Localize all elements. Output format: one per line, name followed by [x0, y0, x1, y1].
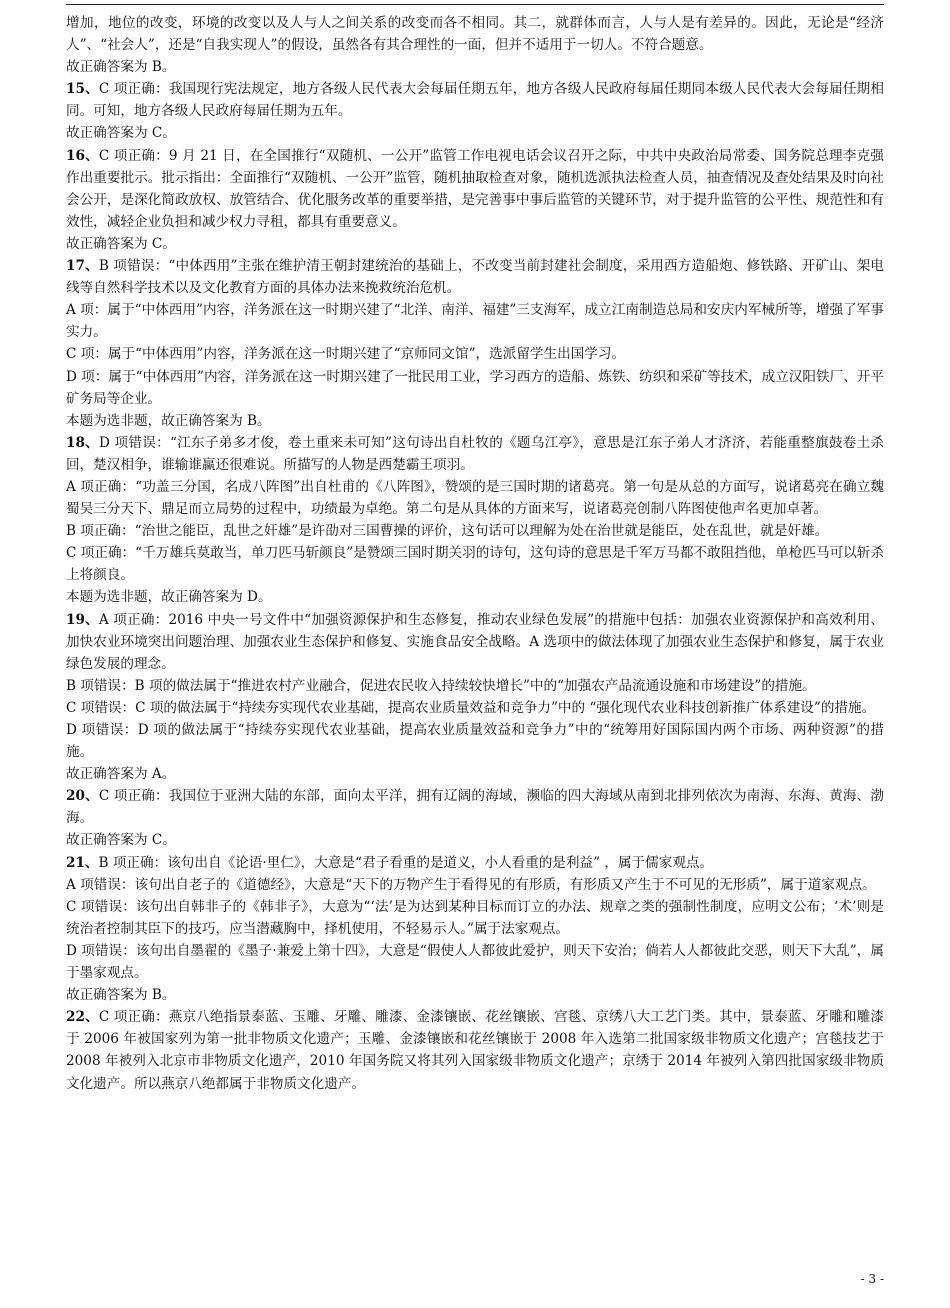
paragraph [66, 12, 884, 56]
paragraph [66, 763, 884, 785]
paragraph-text: 故正确答案为 A。 [66, 766, 176, 783]
paragraph [66, 1006, 884, 1094]
paragraph-text: 故正确答案为 C。 [66, 832, 176, 849]
paragraph [66, 343, 884, 365]
paragraph-text: 故正确答案为 C。 [66, 125, 176, 142]
paragraph [66, 697, 884, 719]
paragraph-text: D 项：属于“中体西用”内容，洋务派在这一时期兴建了一批民用工业，学习西方的造船、炼铁、纺织和采矿等技术，成立汉阳铁厂、开平矿务局等企业。 [66, 368, 884, 407]
paragraph-text: A 项正确：“功盖三分国，名成八阵图”出自杜甫的《八阵图》，赞颂的是三国时期的诸葛亮。第一句是从总的方面写，说诸葛亮在确立魏蜀吴三分天下、鼎足而立局势的过程中，功绩最为卓绝。第二句是从具体的方面来写，说诸葛亮创制八阵图使他声名更加卓著。 [66, 478, 884, 518]
question-number: 16、 [66, 147, 99, 164]
paragraph [66, 940, 884, 984]
paragraph [66, 476, 884, 520]
paragraph-text: B 项正确：“治世之能臣，乱世之奸雄”是许劭对三国曹操的评价，这句话可以理解为处在治世就是能臣，处在乱世，就是奸雄。 [66, 523, 829, 540]
paragraph-text: B 项错误：B 项的做法属于“推进农村产业融合，促进农民收入持续较快增长”中的“加强农产品流通设施和市场建设”的措施。 [66, 677, 816, 694]
paragraph-text: C 项正确：9 月 21 日，在全国推行“双随机、一公开”监管工作电视电话会议召开之际，中共中央政治局常委、国务院总理李克强作出重要批示。批示指出：全面推行“双随机、一公开”监管，随机抽取检查对象，随机选派执法检查人员，抽查情况及查处结果及时向社会公开，是深化简政放权、放管结合、优化服务改革的重要举措，是完善事中事后监管的关键环节，对于提升监管的公平性、规范性和有效性，减轻企业负担和减少权力寻租，都具有重要意义。 [66, 147, 884, 230]
paragraph-text: C 项：属于“中体西用”内容，洋务派在这一时期兴建了“京师同文馆”，选派留学生出国学习。 [66, 346, 626, 363]
paragraph [66, 145, 884, 233]
paragraph [66, 520, 884, 542]
paragraph [66, 984, 884, 1006]
paragraph-text: D 项错误：D 项的做法属于“持续夯实现代农业基础，提高农业质量效益和竞争力”中的“统筹用好国际国内两个市场、两种资源”的措施。 [66, 722, 884, 761]
paragraph-text: 本题为选非题，故正确答案为 B。 [66, 412, 271, 429]
paragraph [66, 609, 884, 675]
paragraph-text: 故正确答案为 B。 [66, 59, 176, 76]
paragraph-text: C 项正确：我国现行宪法规定，地方各级人民代表大会每届任期五年，地方各级人民政府每届任期同本级人民代表大会每届任期相同。可知，地方各级人民政府每届任期为五年。 [66, 81, 884, 120]
paragraph-text: 增加，地位的改变，环境的改变以及人与人之间关系的改变而各不相同。其二，就群体而言，人与人是有差异的。因此，无论是“经济人”、“社会人”，还是“自我实现人”的假设，虽然各有其合理性的一面，但并不适用于一切人。不符合题意。 [66, 15, 884, 54]
question-number: 19、 [66, 611, 99, 628]
paragraph [66, 785, 884, 829]
paragraph [66, 366, 884, 410]
paragraph-text: A 项错误：该句出自老子的《道德经》，大意是“天下的万物产生于看得见的有形质，有形质又产生于不可见的无形质”，属于道家观点。 [66, 876, 876, 893]
paragraph-text: B 项正确：该句出自《论语·里仁》，大意是“君子看重的是道义，小人看重的是利益” ，属于儒家观点。 [98, 854, 714, 871]
page-number: - 3 - [860, 1272, 884, 1286]
question-number: 20、 [66, 788, 99, 805]
paragraph [66, 432, 884, 476]
paragraph-text: C 项错误：该句出自韩非子的《韩非子》，大意为“‘法’是为达到某种目标而订立的办法、规章之类的强制性制度，应明文公布；‘术’则是统治者控制其臣下的技巧，应当潜藏胸中，择机使用，不轻易示人。”属于法家观点。 [66, 898, 884, 937]
paragraph-text: 故正确答案为 B。 [66, 987, 176, 1004]
paragraph-text: C 项错误：C 项的做法属于“持续夯实现代农业基础，提高农业质量效益和竞争力”中的 “强化现代农业科技创新推广体系建设”的措施。 [66, 699, 876, 716]
question-number: 17、 [66, 258, 99, 275]
paragraph-text: C 项正确：我国位于亚洲大陆的东部，面向太平洋，拥有辽阔的海域，濒临的四大海域从南到北排列依次为南海、东海、黄海、渤海。 [66, 788, 884, 827]
paragraph [66, 299, 884, 343]
paragraph-text: D 项错误：该句出自墨翟的《墨子·兼爱上第十四》，大意是“假使人人都彼此爱护，则天下安治；倘若人人都彼此交恶，则天下大乱”，属于墨家观点。 [66, 942, 884, 982]
paragraph [66, 255, 884, 299]
header-rule [66, 4, 884, 5]
paragraph [66, 874, 884, 896]
paragraph-text: C 项正确：“千万雄兵莫敢当，单刀匹马斩颜良”是赞颂三国时期关羽的诗句，这句诗的意思是千军万马都不敢阻挡他，单枪匹马可以斩杀上将颜良。 [66, 545, 884, 584]
paragraph [66, 122, 884, 144]
paragraph [66, 852, 884, 874]
paragraph [66, 410, 884, 432]
paragraph [66, 896, 884, 940]
paragraph-text: 故正确答案为 C。 [66, 235, 176, 252]
paragraph [66, 233, 884, 255]
paragraph-text: 本题为选非题，故正确答案为 D。 [66, 589, 272, 606]
paragraph-text: B 项错误：“中体西用”主张在维护清王朝封建统治的基础上，不改变当前封建社会制度，采用西方造船炮、修铁路、开矿山、架电线等自然科学技术以及文化教育方面的具体办法来挽救统治危机。 [66, 258, 884, 297]
paragraph-text: C 项正确：燕京八绝指景泰蓝、玉雕、牙雕、雕漆、金漆镶嵌、花丝镶嵌、宫毯、京绣八大工艺门类。其中，景泰蓝、牙雕和雕漆于 2006 年被国家列为第一批非物质文化遗产；玉雕、金漆镶嵌和花丝镶嵌于 2008 年入选第二批国家级非物质文化遗产；宫毯技艺于 2008 年被列入北京市非物质文化遗产，2010 年国务院又将其列入国家级非物质文化遗产；京绣于 2014 年被列入第四批国家级非物质文化遗产。所以燕京八绝都属于非物质文化遗产。 [66, 1009, 884, 1092]
paragraph [66, 78, 884, 122]
paragraph-text: A 项：属于“中体西用”内容，洋务派在这一时期兴建了“北洋、南洋、福建”三支海军，成立江南制造总局和安庆内军械所等，增强了军事实力。 [66, 302, 884, 341]
question-number: 21、 [66, 854, 99, 871]
question-number: 22、 [66, 1009, 99, 1026]
paragraph-text: D 项错误：“江东子弟多才俊，卷土重来未可知”这句诗出自杜牧的《题乌江亭》，意思是江东子弟人才济济，若能重整旗鼓卷土杀回，楚汉相争，谁输谁赢还很难说。所描写的人物是西楚霸王项羽。 [66, 434, 884, 473]
paragraph [66, 586, 884, 608]
question-number: 15、 [66, 81, 99, 98]
paragraph [66, 719, 884, 763]
paragraph [66, 675, 884, 697]
paragraph-text: A 项正确：2016 中央一号文件中“加强资源保护和生态修复，推动农业绿色发展”的措施中包括：加强农业资源保护和高效利用、加快农业环境突出问题治理、加强农业生态保护和修复、实施食品安全战略。A 选项中的做法体现了加强农业生态保护和修复，属于农业绿色发展的理念。 [66, 611, 884, 672]
paragraph [66, 829, 884, 851]
question-number: 18、 [66, 434, 100, 451]
paragraph [66, 56, 884, 78]
paragraph [66, 542, 884, 586]
answer-explanations [66, 12, 884, 1095]
